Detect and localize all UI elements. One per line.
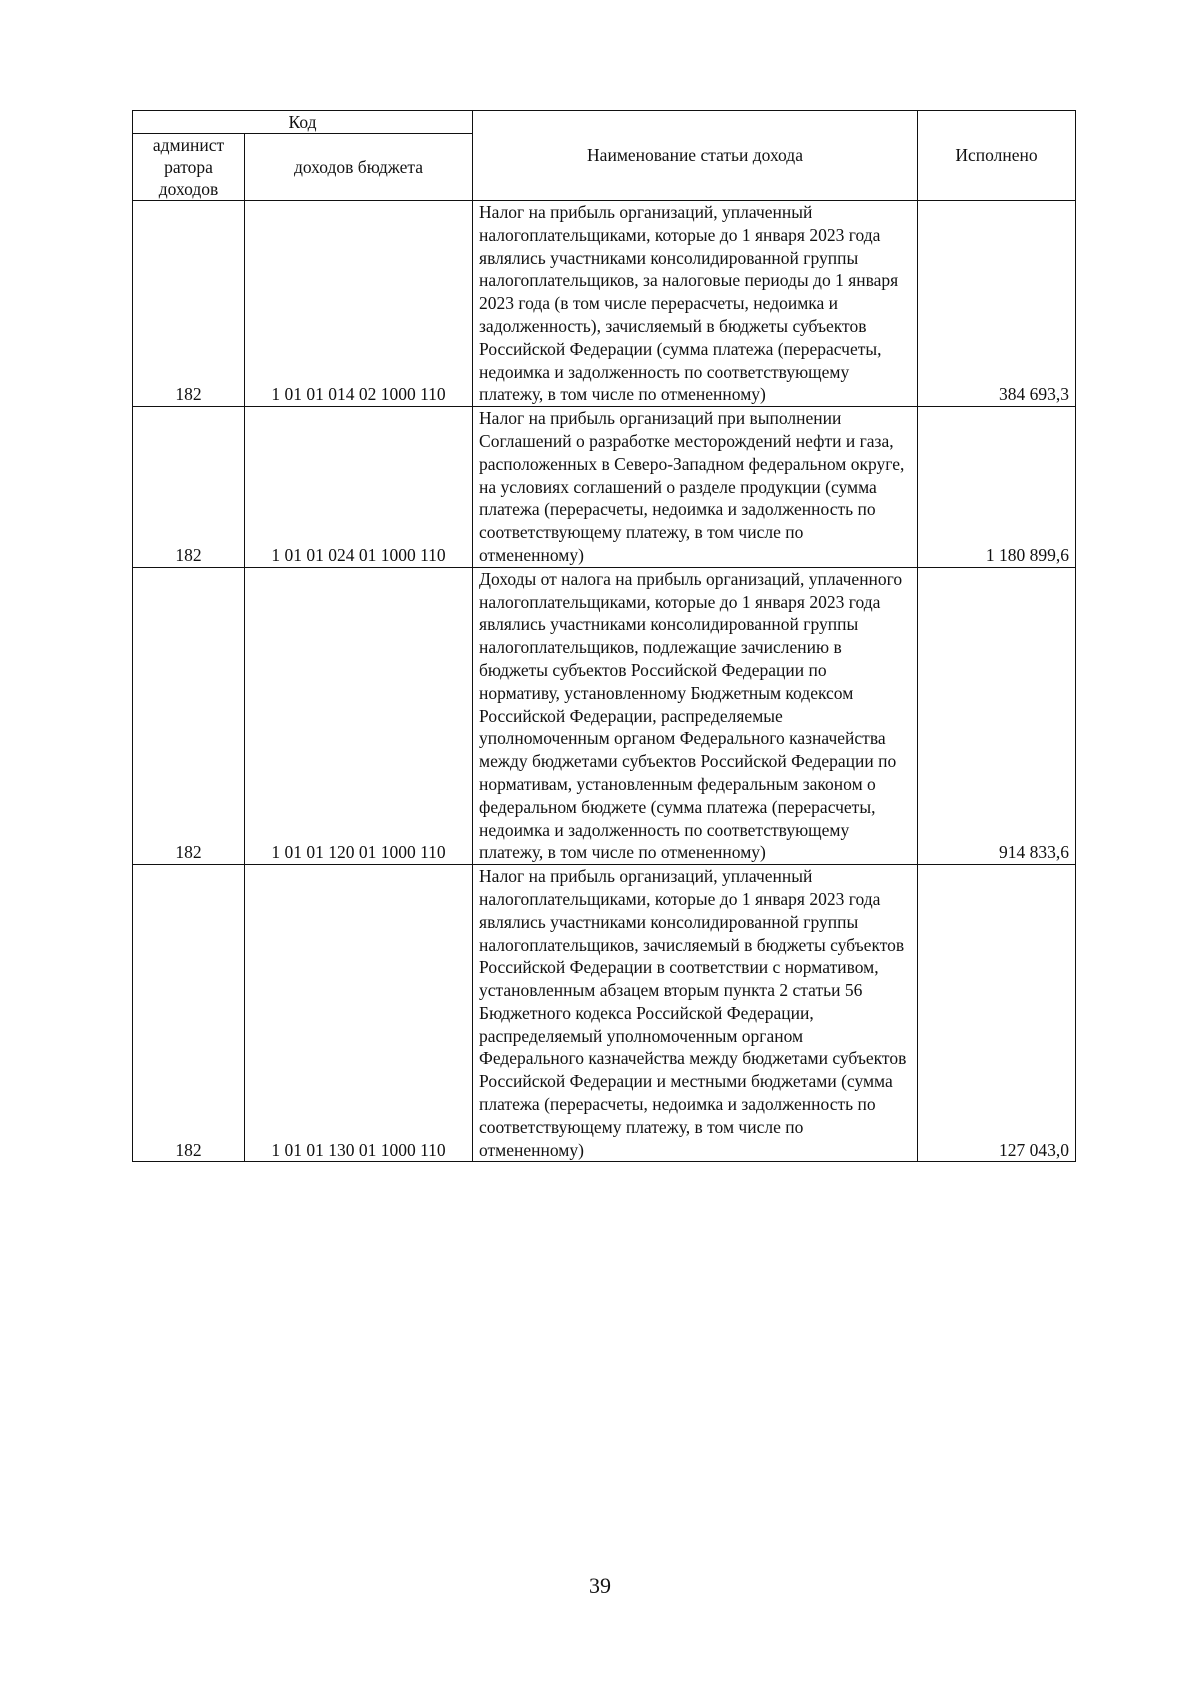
revenue-table <box>132 110 1076 1162</box>
admin-code-cell: 182 <box>133 201 245 407</box>
page-number: 39 <box>589 1573 611 1598</box>
revenue-name-cell: Налог на прибыль организаций, уплаченный налогоплательщиками, которые до 1 января 2023 года являлись участниками консолидированной группы налогоплательщиков, зачисляемый в бюджеты субъектов Российской Федерации в соответствии с нормативом, установленным абзацем вторым пункта 2 статьи 56 Бюджетного кодекса Российской Федерации, распределяемый уполномоченным органом Федерального казначейства между бюджетами субъектов Российской Федерации и местными бюджетами (сумма платежа (перерасчеты, недоимка и задолженность по соответствующему платежу, в том числе по отмененному) <box>473 865 918 1162</box>
executed-amount-cell: 1 180 899,6 <box>918 407 1076 568</box>
admin-code-cell: 182 <box>133 407 245 568</box>
header-row-top <box>133 111 1076 134</box>
executed-amount-cell: 384 693,3 <box>918 201 1076 407</box>
table-row <box>133 567 1076 864</box>
budget-code-cell: 1 01 01 024 01 1000 110 <box>245 407 473 568</box>
executed-amount-cell: 127 043,0 <box>918 865 1076 1162</box>
table-row <box>133 201 1076 407</box>
admin-column-header: админист ратора доходов <box>133 134 245 201</box>
table-row <box>133 865 1076 1162</box>
table-row <box>133 407 1076 568</box>
revenue-name-cell: Налог на прибыль организаций, уплаченный налогоплательщиками, которые до 1 января 2023 года являлись участниками консолидированной группы налогоплательщиков, за налоговые периоды до 1 января 2023 года (в том числе перерасчеты, недоимка и задолженность), зачисляемый в бюджеты субъектов Российской Федерации (сумма платежа (перерасчеты, недоимка и задолженность по соответствующему платежу, в том числе по отмененному) <box>473 201 918 407</box>
revenue-name-cell: Доходы от налога на прибыль организаций, уплаченного налогоплательщиками, которые до 1 января 2023 года являлись участниками консолидированной группы налогоплательщиков, подлежащие зачислению в бюджеты субъектов Российской Федерации по нормативу, установленному Бюджетным кодексом Российской Федерации, распределяемые уполномоченным органом Федерального казначейства между бюджетами субъектов Российской Федерации по нормативам, установленным федеральным законом о федеральном бюджете (сумма платежа (перерасчеты, недоимка и задолженность по соответствующему платежу, в том числе по отмененному) <box>473 567 918 864</box>
executed-amount-cell: 914 833,6 <box>918 567 1076 864</box>
admin-code-cell: 182 <box>133 567 245 864</box>
executed-column-header: Исполнено <box>918 111 1076 201</box>
revenue-name-cell: Налог на прибыль организаций при выполнении Соглашений о разработке месторождений нефти и газа, расположенных в Северо-Западном федеральном округе, на условиях соглашений о разделе продукции (сумма платежа (перерасчеты, недоимка и задолженность по соответствующему платежу, в том числе по отмененному) <box>473 407 918 568</box>
admin-code-cell: 182 <box>133 865 245 1162</box>
name-column-header: Наименование статьи дохода <box>473 111 918 201</box>
budget-code-cell: 1 01 01 120 01 1000 110 <box>245 567 473 864</box>
budget-code-cell: 1 01 01 130 01 1000 110 <box>245 865 473 1162</box>
budget-code-cell: 1 01 01 014 02 1000 110 <box>245 201 473 407</box>
budget-code-column-header: доходов бюджета <box>245 134 473 201</box>
revenue-table-container <box>132 110 1075 1162</box>
code-group-header: Код <box>133 111 473 134</box>
